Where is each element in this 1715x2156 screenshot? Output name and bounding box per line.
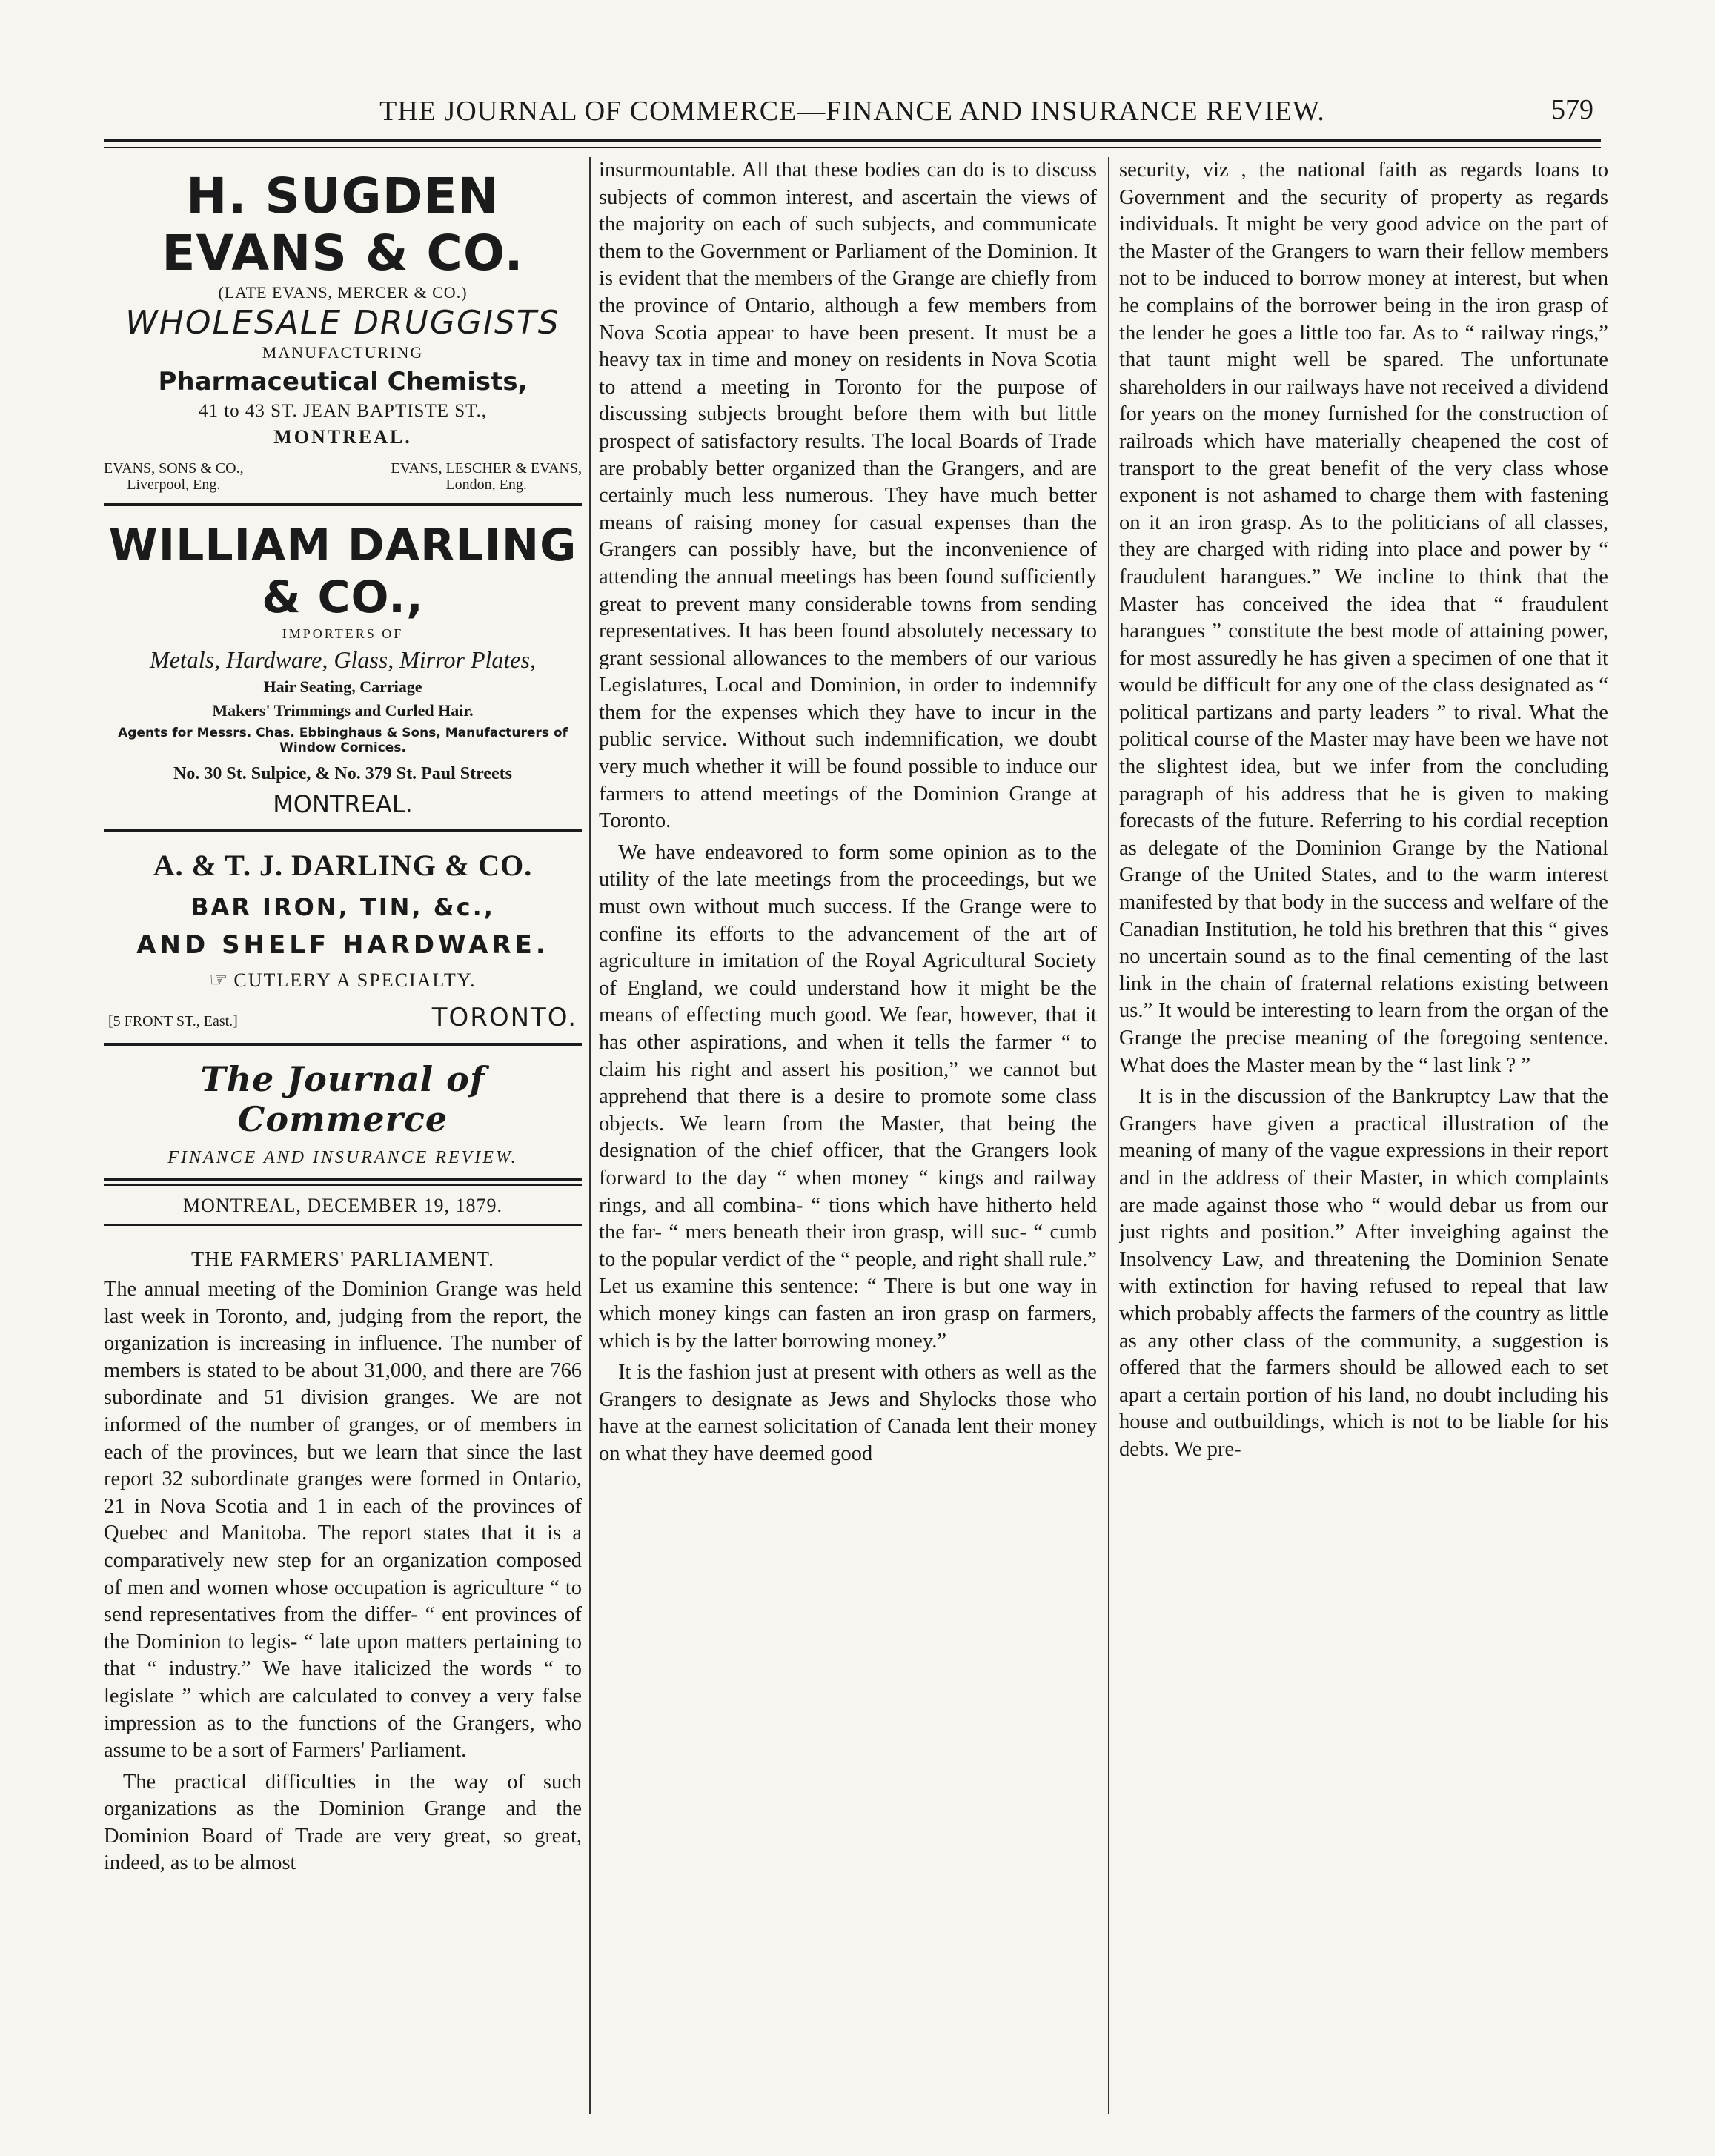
ad-company-name: A. & T. J. DARLING & CO.	[153, 849, 533, 882]
ad-separator	[104, 503, 582, 506]
column-left	[104, 157, 582, 2121]
ad-goods: Metals, Hardware, Glass, Mirror Plates,	[150, 646, 536, 673]
ad-partner-left-city: Liverpool, Eng.	[127, 477, 221, 493]
masthead	[104, 1059, 582, 1168]
ad-separator	[104, 829, 582, 832]
article-paragraph: The practical difficulties in the way of such organizations as the Dominion Grange and the Dominion Board of Trade are very great, so great, indeed, as to be almost	[104, 1770, 582, 1875]
article-paragraph: insurmountable. All that these bodies can do is to discuss subjects of common interest, and ascertain the views of the majority on each of such subjects, and communicate them to the Government or Parliament of the Dominion. It is evident that the members of the Grange are chiefly from the province of Ontario, although a few members from Nova Scotia appear to have been present. It must be a heavy tax in time and money on residents in Nova Scotia to attend a meeting in Toronto for the purpose of discussing subjects brought before them with but little prospect of satisfactory results. The local Boards of Trade are probably better organized than the Grangers, and are certainly much less numerous. They have much better means of raising money for casual expenses than the Grangers can possibly have, but the inconvenience of attending the annual meetings has been found sufficiently great to prevent many considerable towns from sending representatives. It has been found absolutely necessary to grant sessional allowances to the members of our various Legislatures, Local and Dominion, in order to indemnify them for the expenses which they have to incur in the public service. Without such indemnification, we doubt very much whether it will be found possible to induce our farmers to attend meetings of the Dominion Grange at Toronto.	[599, 159, 1097, 833]
ad-former-name: (LATE EVANS, MERCER & CO.)	[218, 283, 468, 302]
ad-partners	[104, 460, 582, 493]
ad-cutlery	[104, 967, 582, 992]
ad-line: Hair Seating, Carriage	[263, 677, 422, 696]
ad-partner-right	[391, 460, 582, 493]
ad-city: MONTREAL.	[273, 426, 412, 448]
ad-at-darling	[104, 848, 582, 1032]
ad-manufacturing: MANUFACTURING	[262, 343, 424, 362]
ad-company-name: WILLIAM DARLING & CO.,	[108, 520, 577, 623]
ad-street: No. 30 St. Sulpice, & No. 379 St. Paul Streets	[173, 764, 512, 783]
dateline: MONTREAL, DECEMBER 19, 1879.	[183, 1195, 502, 1216]
ad-agents: Agents for Messrs. Chas. Ebbinghaus & Sons, Manufacturers of Window Cornices.	[118, 726, 568, 755]
masthead-subtitle: FINANCE AND INSURANCE REVIEW.	[167, 1148, 518, 1167]
ad-line: BAR IRON, TIN, &c.,	[190, 893, 495, 921]
ad-partner-right-name: EVANS, LESCHER & EVANS,	[391, 460, 582, 477]
pointing-hand-icon: ☞	[209, 969, 230, 992]
column-middle	[599, 157, 1097, 2121]
ad-company-name: H. SUGDEN EVANS & CO.	[162, 167, 524, 282]
article-title: THE FARMERS' PARLIAMENT.	[191, 1248, 494, 1271]
ad-william-darling	[104, 520, 582, 818]
ad-partner-left	[104, 460, 244, 493]
article-paragraph: security, viz , the national faith as regards loans to Government and the security of property as regards individuals. It might be very good advice on the part of the Master of the Grangers to warn their fellow members not to be induced to borrow money at interest, but when he complains of the borrower being in the iron grasp of the lender he goes a little too far. As to “ railway rings,” that taunt might well be spared. The unfortunate shareholders in our railways have not received a dividend for years on the money furnished for the construction of railroads which have materially cheapened the cost of transport to the great benefit of the very class whose exponent is not ashamed to charge them with fastening on it an iron grasp. As to the politicians of all classes, they are charged with riding into place and power by “ fraudulent harangues.” We incline to think that the Master has conceived the idea that “ fraudulent harangues ” constitute the best mode of attaining power, for most assuredly he has given a specimen of one that it would be difficult for any one of the class designated as “ political partizans and party leaders ” to rival. What the political course of the Master may have been we have not the slightest idea, but we infer from the concluding paragraph of his address that he is given to making forecasts of the future. Referring to his cordial reception as delegate of the Dominion Grange by the National Grange of the United States, and to the warm interest manifested by that body in the success and welfare of the Canadian Institution, he told his brethren that this “ gives no uncertain sound as to the final cementing of the last link in the chain of fraternal relations existing between us.” It would be interesting to learn from the organ of the Grange the precise meaning of the foregoing sentence. What does the Master mean by the “ last link ? ”	[1119, 159, 1608, 1077]
journal-running-title: THE JOURNAL OF COMMERCE—FINANCE AND INSURANCE REVIEW.	[379, 96, 1325, 127]
page-number: 579	[1551, 94, 1593, 125]
ad-line: Makers' Trimmings and Curled Hair.	[212, 701, 474, 720]
masthead-title: The Journal of Commerce	[200, 1059, 485, 1139]
ad-cutlery-text: CUTLERY A SPECIALTY.	[233, 969, 477, 991]
dateline-rule	[104, 1224, 582, 1226]
column-divider	[589, 157, 591, 2114]
running-header	[104, 89, 1601, 133]
article-paragraph: The annual meeting of the Dominion Grange was held last week in Toronto, and, judging from the report, the organization is increasing in influence. The number of members is stated to be about 31,000, and there are 766 subordinate and 51 division granges. We are not informed of the number of granges, or of members in each of the provinces, but we learn that since the last report 32 subordinate granges were formed in Ontario, 21 in Nova Scotia and 1 in each of the provinces of Quebec and Manitoba. The report states that it is a comparatively new step for an organization composed of men and women whose occupation is agriculture “ to send representatives from the differ- “ ent provinces of the Dominion to legis- “ late upon matters pertaining to that “ industry.” We have italicized the words “ to legislate ” which are calculated to convey a very false impression as to the functions of the Grangers, who assume to be a sort of Farmers' Parliament.	[104, 1278, 582, 1762]
masthead-rule	[104, 1178, 582, 1181]
ad-sugden-evans	[104, 167, 582, 493]
ad-address: 41 to 43 ST. JEAN BAPTISTE ST.,	[198, 401, 488, 421]
article-paragraph: It is the fashion just at present with others as well as the Grangers to designate as Jews and Shylocks those who have at the earnest solicitation of Canada lent their money on what they have deemed good	[599, 1361, 1097, 1465]
masthead-rule-thin	[104, 1184, 582, 1186]
ad-partner-right-city: London, Eng.	[445, 477, 527, 493]
ad-specialty: Pharmaceutical Chemists,	[158, 367, 528, 397]
ad-location-line	[104, 1003, 582, 1032]
ad-trade: WHOLESALE DRUGGISTS	[125, 304, 560, 342]
ad-line: AND SHELF HARDWARE.	[136, 930, 549, 960]
ad-front-street: [5 FRONT ST., East.]	[108, 1013, 238, 1029]
ad-importers: IMPORTERS OF	[282, 626, 404, 641]
header-rule-thick	[104, 139, 1601, 142]
article-paragraph: We have endeavored to form some opinion as to the utility of the late meetings from the proceedings, but we must own without much success. If the Grange were to confine its efforts to the advancement of the art of agriculture in imitation of the Royal Agricultural Society of England, we could understand how it might be the means of effecting much good. We fear, however, that it has other aspirations, and when it tells the farmer “ to claim his right and assert his position,” we cannot but apprehend that there is a desire to promote some class objects. We learn from the Master, that being the designation of the chief officer, that the Grangers look forward to the day “ when money “ kings and railway rings, and all combina- “ tions which have hitherto held the far- “ mers beneath their iron grasp, will suc- “ cumb to the popular verdict of the “ people, and right shall rule.” Let us examine this sentence: “ There is but one way in which money kings can fasten an iron grasp on farmers, which is by the latter borrowing money.”	[599, 840, 1097, 1353]
column-right	[1119, 157, 1608, 2121]
header-rule-thin	[104, 147, 1601, 148]
column-divider	[1108, 157, 1109, 2114]
ad-city: TORONTO.	[431, 1003, 577, 1032]
ad-separator	[104, 1043, 582, 1046]
ad-city: MONTREAL.	[273, 790, 413, 818]
article-paragraph: It is in the discussion of the Bankruptcy Law that the Grangers have given a practical illustration of the meaning of many of the vague expressions in their report and in the address of their Master, in which complaints are made against those who “ would debar us from our just rights and position.” After inveighing against the Insolvency Law, and threatening the Dominion Senate with extinction for having refused to repeal that law which probably affects the farmers of the country as little as any other class of the community, a suggestion is offered that the farmers should be allowed each to set apart a certain portion of his land, no doubt including his house and outbuildings, which is not to be liable for his debts. We pre-	[1119, 1085, 1608, 1461]
ad-partner-left-name: EVANS, SONS & CO.,	[104, 460, 244, 477]
